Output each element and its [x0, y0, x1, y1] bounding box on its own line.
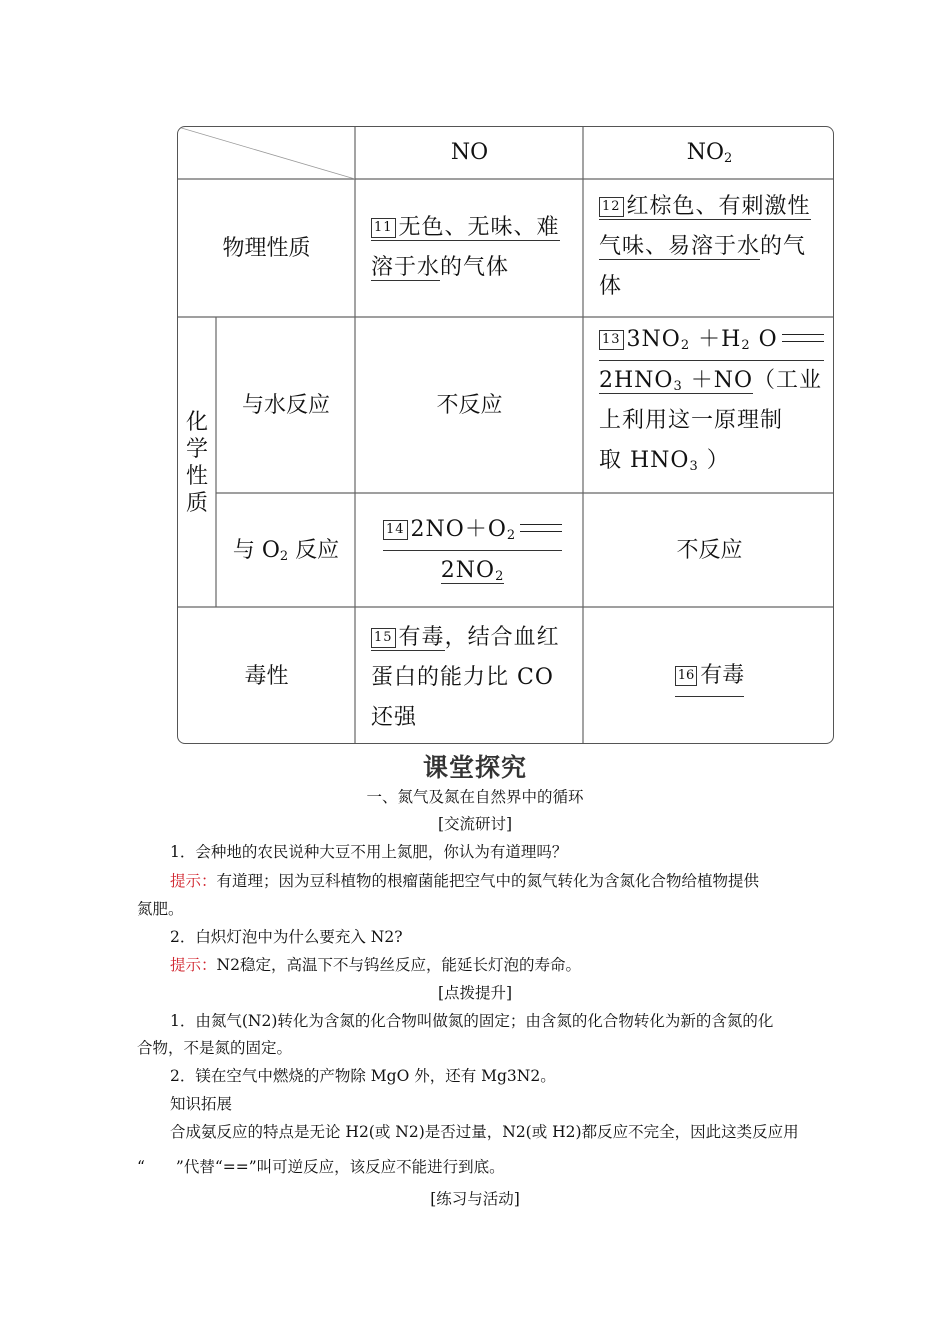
- answer-number-12: 12: [599, 197, 624, 217]
- point-1-line1: 1．由氮气(N2)转化为含氮的化合物叫做氮的固定；由含氮的化合物转化为新的含氮的化: [170, 1012, 774, 1030]
- label-water-text: 与水反应: [241, 392, 330, 418]
- physical-no-line2-tail: 的气体: [440, 255, 510, 280]
- label-physical: [178, 180, 355, 317]
- physical-no2-answer: [599, 187, 811, 307]
- hint-label: 提示：: [170, 872, 217, 890]
- extension-line2: “ ”代替“==”叫可逆反应，该反应不能进行到底。: [137, 1158, 505, 1176]
- answer-2: [170, 954, 581, 976]
- point-2: 2．镁在空气中燃烧的产物除 MgO 外，还有 Mg3N2。: [170, 1067, 556, 1085]
- header-no2-text: $NO_2$: [686, 140, 733, 166]
- physical-no-line2: 溶于水: [371, 255, 441, 280]
- label-water: [217, 318, 355, 493]
- physical-no2-line2: 气味、易溶于水: [599, 234, 761, 259]
- question-2: 2．白炽灯泡中为什么要充入 N2?: [170, 928, 403, 946]
- oxygen-no2-text: 不反应: [676, 537, 743, 563]
- oxygen-no-line1: $2NO+O_2$: [410, 517, 517, 543]
- point-1-line2: 合物，不是氮的固定。: [137, 1039, 293, 1057]
- physical-no2-line1: 红棕色、有刺激性: [626, 194, 811, 219]
- comparison-table: [177, 126, 834, 744]
- label-toxicity-text: 毒性: [244, 663, 289, 689]
- answer-number-15: 15: [371, 628, 396, 648]
- water-no2-line3: 上利用这一原理制: [599, 408, 784, 433]
- physical-no-answer: [371, 208, 560, 288]
- water-no-text: 不反应: [436, 392, 503, 418]
- header-no: [356, 127, 583, 179]
- physical-no-line1: 无色、无味、难: [398, 215, 560, 240]
- header-no2: [584, 127, 834, 179]
- question-1: 1．会种地的农民说种大豆不用上氮肥，你认为有道理吗？: [170, 843, 568, 861]
- toxicity-no-line3: 还强: [371, 705, 418, 730]
- label-chemical-group: 化学性质: [185, 410, 208, 516]
- equals-sign-icon: [782, 334, 824, 342]
- toxicity-no2-text: 有毒: [700, 663, 745, 688]
- answer-1-text: 有道理；因为豆科植物的根瘤菌能把空气中的氮气转化为含氮化合物给植物提供: [216, 872, 760, 890]
- physical-no2-line2-tail: 的气: [760, 234, 807, 259]
- label-physical-text: 物理性质: [222, 235, 311, 261]
- water-no2-line2-tail: （工业: [753, 368, 823, 393]
- hint-label: 提示：: [170, 956, 217, 974]
- water-no2-line4: 取 $HNO_3$ ）: [599, 448, 730, 474]
- answer-1-line1: [170, 870, 759, 892]
- toxicity-no2-answer: [584, 608, 834, 744]
- oxygen-no-answer: [383, 510, 562, 591]
- water-no2-line2: $2HNO_3 +NO$: [599, 368, 754, 394]
- toxicity-no-answer: [371, 618, 560, 738]
- answer-number-13: 13: [599, 330, 624, 350]
- oxygen-no2-answer: [584, 494, 834, 607]
- toxicity-no-line1-tail: ，结合血红: [444, 625, 560, 650]
- bracket-discussion: [交流研讨]: [437, 815, 513, 833]
- answer-number-16: 16: [675, 666, 698, 686]
- answer-1-line2: 氮肥。: [137, 900, 184, 918]
- label-oxygen-text: 与 $O_2$ 反应: [232, 537, 340, 564]
- water-no-answer: [356, 318, 583, 493]
- water-no2-line1: $3NO_2 +H_2$ O: [626, 327, 778, 353]
- answer-number-14: 14: [383, 520, 408, 540]
- label-oxygen: [217, 494, 355, 607]
- water-no2-answer: [599, 320, 824, 481]
- subheading: 一、氮气及氮在自然界中的循环: [366, 788, 584, 806]
- label-toxicity: [178, 608, 355, 744]
- bracket-exercises: [练习与活动]: [430, 1190, 520, 1208]
- toxicity-no-line2: 蛋白的能力比 CO: [371, 665, 554, 690]
- toxicity-no-line1-ul: 有毒: [398, 625, 445, 650]
- bracket-tips: [点拨提升]: [437, 984, 513, 1002]
- extension-line1: 合成氨反应的特点是无论 H2(或 N2)是否过量，N2(或 H2)都反应不完全，因此这类反应用: [170, 1123, 799, 1141]
- header-no-text: NO: [450, 140, 489, 165]
- physical-no2-line3: 体: [599, 274, 623, 299]
- extension-title: 知识拓展: [170, 1095, 233, 1113]
- oxygen-no-line2: $2NO_2$: [440, 558, 505, 584]
- answer-2-text: N2稳定，高温下不与钨丝反应，能延长灯泡的寿命。: [216, 956, 581, 974]
- answer-number-11: 11: [371, 218, 396, 238]
- equals-sign-icon: [520, 524, 562, 532]
- section-heading: 课堂探究: [422, 753, 527, 782]
